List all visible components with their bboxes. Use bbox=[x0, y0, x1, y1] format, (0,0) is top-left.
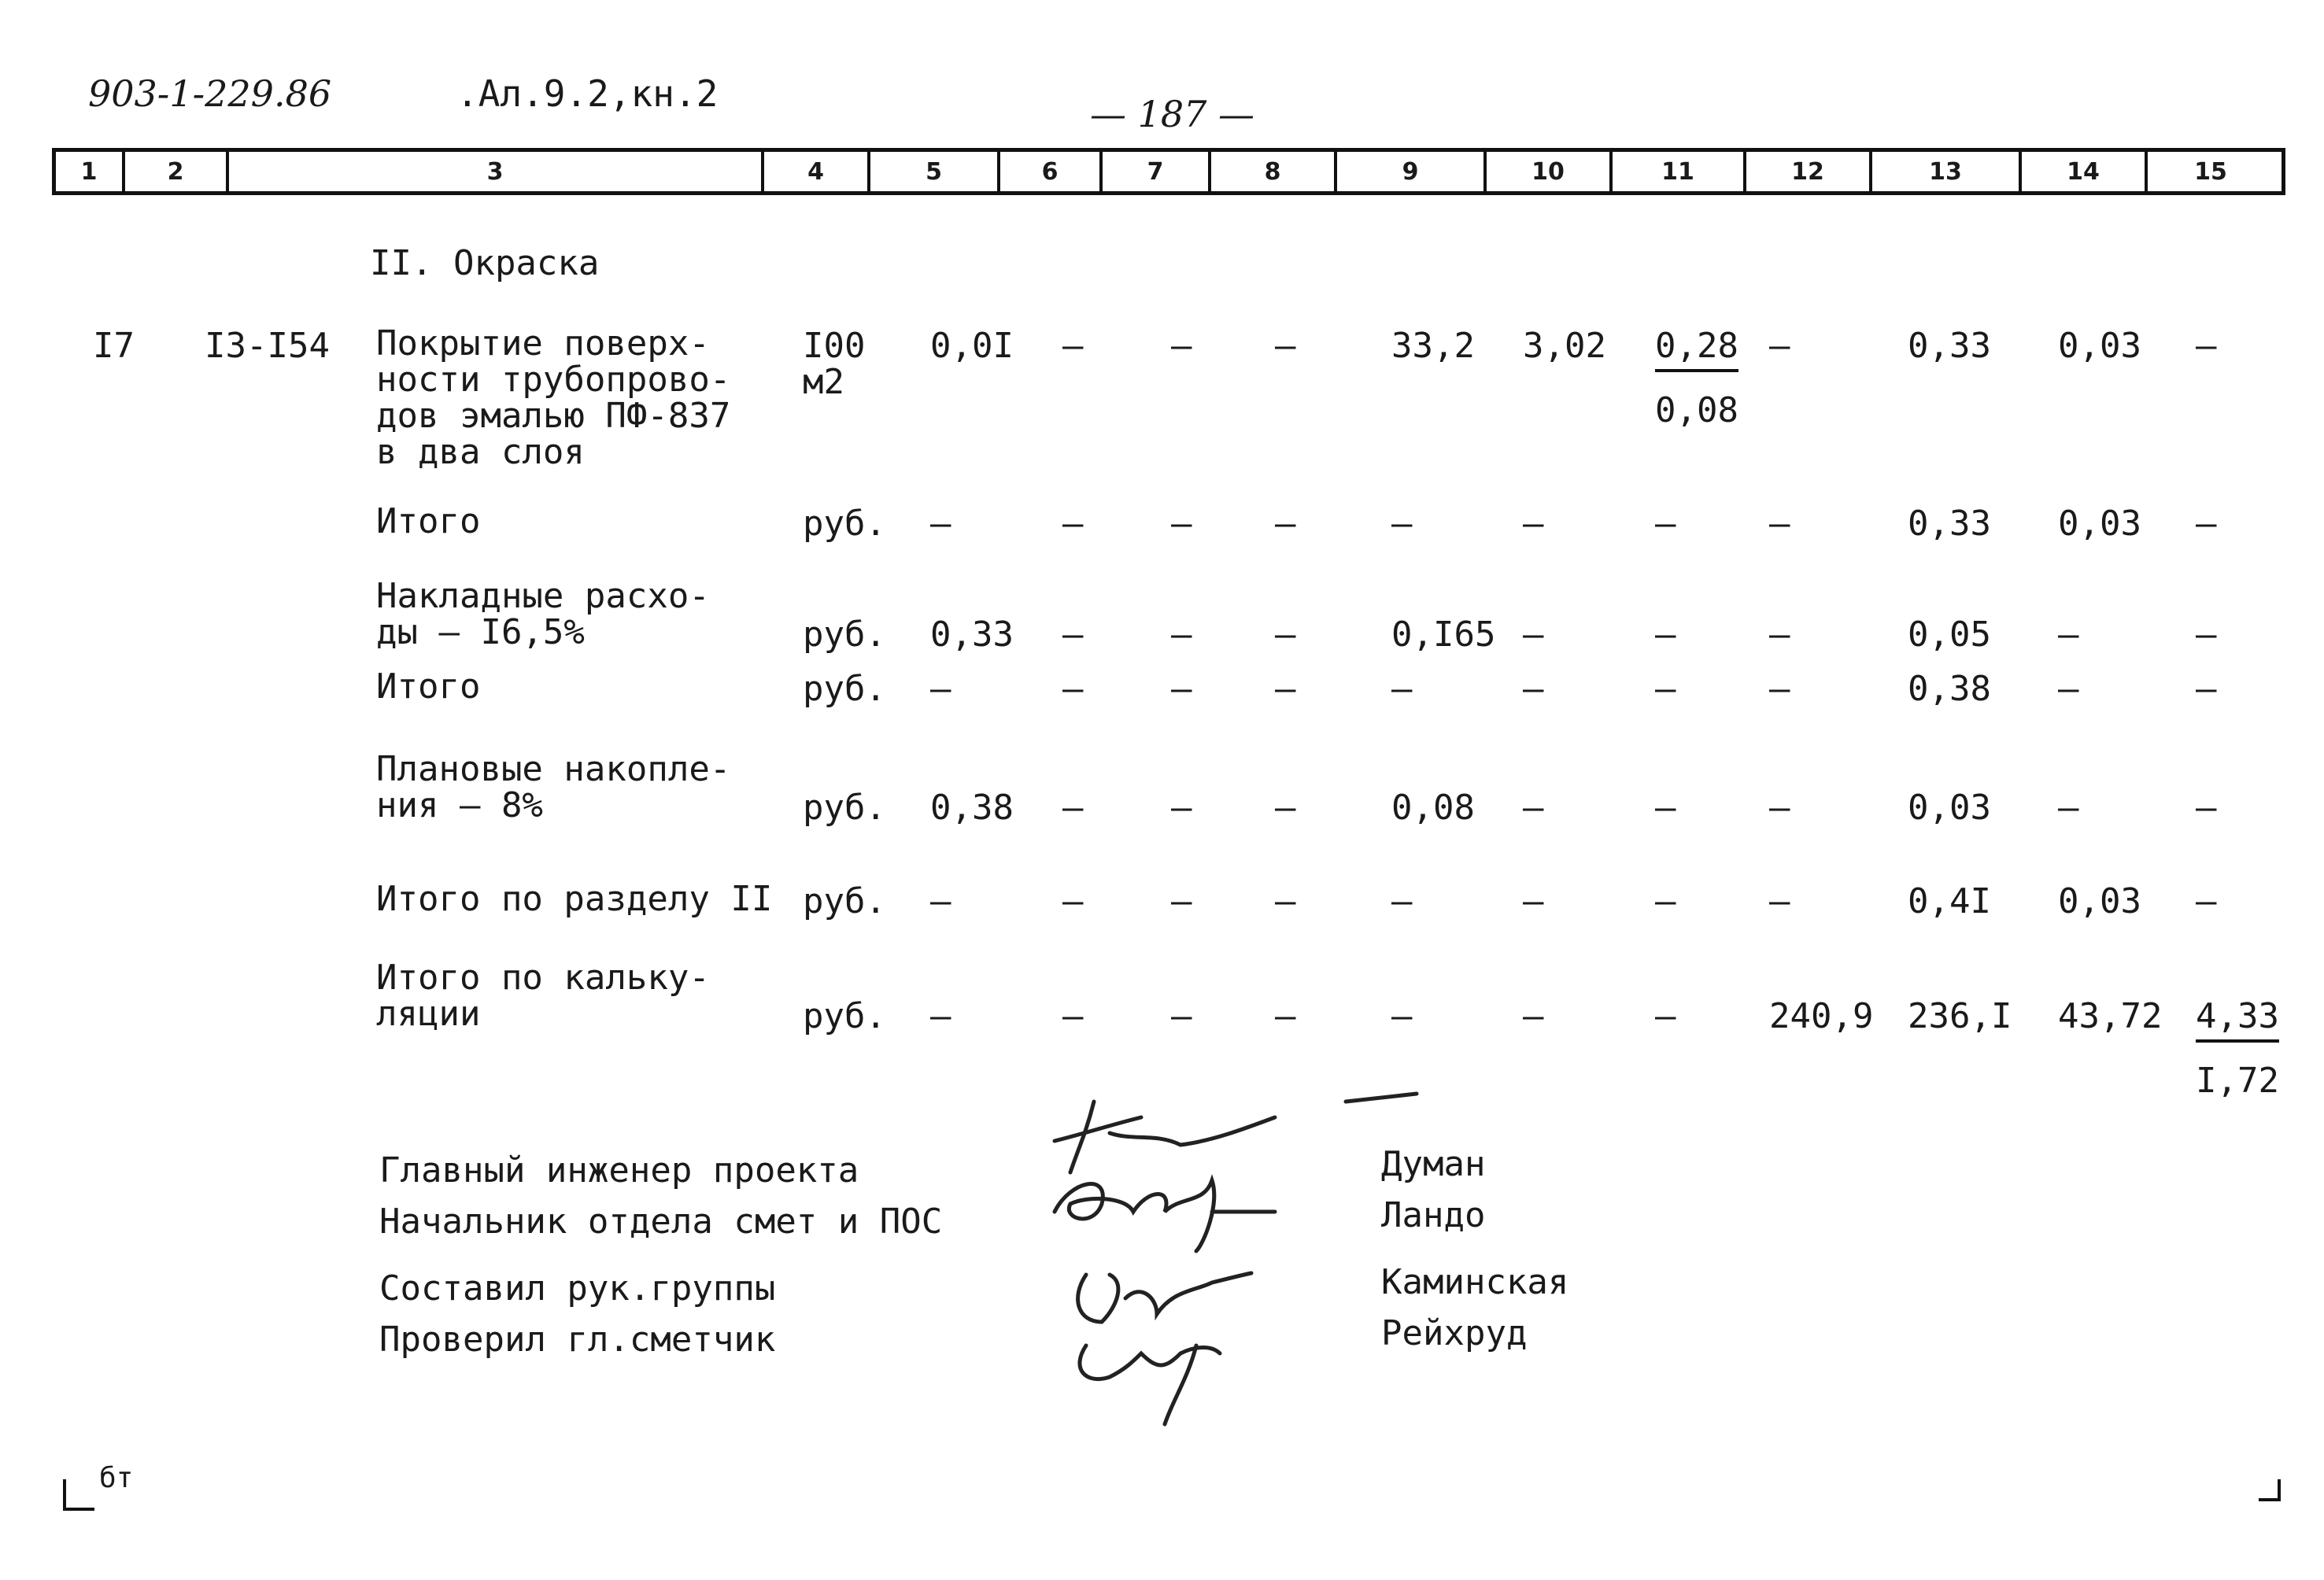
value-cell-col-14: 43,72 bbox=[2058, 996, 2163, 1036]
value-cell-col-9: – bbox=[1391, 881, 1413, 921]
row-description-line: Итого bbox=[376, 666, 481, 707]
column-header-15: 15 bbox=[2194, 157, 2227, 186]
unit-cell: руб. bbox=[803, 504, 886, 544]
value-cell-col-8: – bbox=[1275, 881, 1296, 921]
column-header-10: 10 bbox=[1487, 152, 1613, 191]
value-cell-col-15: – bbox=[2196, 504, 2217, 544]
unit-cell: руб. bbox=[803, 881, 886, 921]
fraction-top-col-11: 0,28 bbox=[1655, 326, 1738, 372]
album-reference: .Ал.9.2,кн.2 bbox=[456, 72, 719, 115]
row-description-line: Итого по кальку- bbox=[376, 958, 710, 998]
column-header-3: 3 bbox=[229, 152, 764, 191]
value-cell-col-13: 0,33 bbox=[1908, 504, 1991, 544]
fraction-top-col-15: 4,33 bbox=[2196, 996, 2279, 1043]
unit-cell: руб. bbox=[803, 615, 886, 655]
fraction-bottom-col-11: 0,08 bbox=[1655, 390, 1738, 430]
value-cell-col-13: 0,03 bbox=[1908, 788, 1991, 828]
row-description-line: дов эмалью ПФ-837 bbox=[376, 396, 731, 436]
value-cell-col-12: – bbox=[1769, 504, 1790, 544]
value-cell-col-13: 236,I bbox=[1908, 996, 2012, 1036]
value-cell-col-11: – bbox=[1655, 996, 1676, 1036]
value-cell-col-5: 0,33 bbox=[930, 615, 1014, 655]
signature-role: Проверил гл.сметчик bbox=[379, 1320, 776, 1360]
value-cell-col-15: – bbox=[2196, 669, 2217, 709]
row-description-line: Покрытие поверх- bbox=[376, 323, 710, 364]
value-cell-col-11: – bbox=[1655, 669, 1676, 709]
value-cell-col-14: 0,03 bbox=[2058, 326, 2141, 366]
row-description-line: ляции bbox=[376, 994, 481, 1034]
value-cell-col-5: 0,38 bbox=[930, 788, 1014, 828]
signature-name: Рейхруд bbox=[1381, 1313, 1528, 1353]
value-cell-col-6: – bbox=[1062, 615, 1084, 655]
value-cell-col-9: 0,I65 bbox=[1391, 615, 1496, 655]
row-number: I7 bbox=[93, 326, 135, 366]
value-cell-col-10: – bbox=[1523, 788, 1544, 828]
column-header-8: 8 bbox=[1211, 152, 1337, 191]
value-cell-col-7: – bbox=[1171, 326, 1192, 366]
column-header-1: 1 bbox=[56, 152, 125, 191]
value-cell-col-12: – bbox=[1769, 881, 1790, 921]
handwritten-signatures bbox=[1039, 1086, 1464, 1432]
value-cell-col-13: 0,4I bbox=[1908, 881, 1991, 921]
value-cell-col-8: – bbox=[1275, 788, 1296, 828]
value-cell-col-14: – bbox=[2058, 615, 2079, 655]
unit-cell: руб. bbox=[803, 669, 886, 709]
value-cell-col-11: – bbox=[1655, 504, 1676, 544]
value-cell-col-6: – bbox=[1062, 996, 1084, 1036]
value-cell-col-14: 0,03 bbox=[2058, 881, 2141, 921]
value-cell-col-10: 3,02 bbox=[1523, 326, 1606, 366]
value-cell-col-7: – bbox=[1171, 504, 1192, 544]
corner-mark-bottom-right bbox=[2259, 1479, 2281, 1501]
column-header-5: 5 bbox=[870, 152, 1000, 191]
value-cell-col-14: – bbox=[2058, 788, 2079, 828]
row-description-line: Итого bbox=[376, 501, 481, 541]
value-cell-col-6: – bbox=[1062, 669, 1084, 709]
row-description-line: Итого по разделу II bbox=[376, 879, 773, 919]
value-cell-col-10: – bbox=[1523, 615, 1544, 655]
unit-cell: м2 bbox=[803, 362, 844, 402]
page-number: — 187 — bbox=[1090, 93, 1255, 135]
value-cell-col-14: 0,03 bbox=[2058, 504, 2141, 544]
value-cell-col-5: – bbox=[930, 669, 951, 709]
value-cell-col-5: – bbox=[930, 504, 951, 544]
signature-name: Каминская bbox=[1381, 1262, 1569, 1302]
value-cell-col-5: 0,0I bbox=[930, 326, 1014, 366]
value-cell-col-11: – bbox=[1655, 881, 1676, 921]
value-cell-col-12: 240,9 bbox=[1769, 996, 1874, 1036]
value-cell-col-9: – bbox=[1391, 996, 1413, 1036]
value-cell-col-8: – bbox=[1275, 504, 1296, 544]
value-cell-col-12: – bbox=[1769, 326, 1790, 366]
column-header-11: 11 bbox=[1613, 152, 1746, 191]
value-cell-col-12: – bbox=[1769, 615, 1790, 655]
value-cell-col-6: – bbox=[1062, 504, 1084, 544]
value-cell-col-7: – bbox=[1171, 996, 1192, 1036]
value-cell-col-13: 0,38 bbox=[1908, 669, 1991, 709]
signature-name: Ландо bbox=[1381, 1195, 1486, 1235]
value-cell-col-9: 0,08 bbox=[1391, 788, 1475, 828]
value-cell-col-13: 0,33 bbox=[1908, 326, 1991, 366]
value-cell-col-6: – bbox=[1062, 881, 1084, 921]
value-cell-col-8: – bbox=[1275, 615, 1296, 655]
column-number-row bbox=[52, 148, 2285, 195]
unit-cell: руб. bbox=[803, 996, 886, 1036]
signature-role: Составил рук.группы bbox=[379, 1268, 776, 1309]
value-cell-col-10: – bbox=[1523, 881, 1544, 921]
value-cell-col-9: 33,2 bbox=[1391, 326, 1475, 366]
column-header-12: 12 bbox=[1746, 152, 1872, 191]
value-cell-col-5: – bbox=[930, 881, 951, 921]
unit-cell: руб. bbox=[803, 788, 886, 828]
value-cell-col-8: – bbox=[1275, 996, 1296, 1036]
value-cell-col-5: – bbox=[930, 996, 951, 1036]
value-cell-col-11: – bbox=[1655, 788, 1676, 828]
value-cell-col-7: – bbox=[1171, 669, 1192, 709]
row-description-line: ния – 8% bbox=[376, 785, 543, 825]
row-description-line: Плановые накопле- bbox=[376, 749, 731, 789]
value-cell-col-11: – bbox=[1655, 615, 1676, 655]
unit-cell: I00 bbox=[803, 326, 866, 366]
fraction-bottom-col-15: I,72 bbox=[2196, 1061, 2279, 1101]
value-cell-col-12: – bbox=[1769, 669, 1790, 709]
value-cell-col-6: – bbox=[1062, 326, 1084, 366]
document-code: 903-1-229.86 bbox=[88, 72, 332, 115]
row-description-line: ности трубопрово- bbox=[376, 360, 731, 400]
signature-role: Начальник отдела смет и ПОС bbox=[379, 1202, 943, 1242]
value-cell-col-13: 0,05 bbox=[1908, 615, 1991, 655]
signature-role: Главный инженер проекта bbox=[379, 1150, 859, 1191]
value-cell-col-9: – bbox=[1391, 669, 1413, 709]
value-cell-col-8: – bbox=[1275, 326, 1296, 366]
value-cell-col-10: – bbox=[1523, 669, 1544, 709]
column-header-13: 13 bbox=[1872, 152, 2022, 191]
signature-name: Думан bbox=[1381, 1144, 1486, 1184]
value-cell-col-15: – bbox=[2196, 881, 2217, 921]
row-description-line: в два слоя bbox=[376, 432, 585, 472]
column-header-7: 7 bbox=[1103, 152, 1211, 191]
value-cell-col-10: – bbox=[1523, 996, 1544, 1036]
column-header-2: 2 bbox=[125, 152, 229, 191]
column-header-9: 9 bbox=[1337, 152, 1487, 191]
value-cell-col-12: – bbox=[1769, 788, 1790, 828]
value-cell-col-10: – bbox=[1523, 504, 1544, 544]
value-cell-col-7: – bbox=[1171, 615, 1192, 655]
footer-mark: бт bbox=[99, 1462, 134, 1494]
corner-mark-bottom-left bbox=[63, 1479, 94, 1511]
value-cell-col-15: – bbox=[2196, 326, 2217, 366]
section-title: II. Окраска bbox=[370, 243, 600, 283]
row-description-line: Накладные расхо- bbox=[376, 576, 710, 616]
value-cell-col-6: – bbox=[1062, 788, 1084, 828]
value-cell-col-15: – bbox=[2196, 788, 2217, 828]
value-cell-col-14: – bbox=[2058, 669, 2079, 709]
value-cell-col-8: – bbox=[1275, 669, 1296, 709]
rate-code: I3-I54 bbox=[205, 326, 330, 366]
row-description-line: ды – I6,5% bbox=[376, 612, 585, 652]
value-cell-col-15: – bbox=[2196, 615, 2217, 655]
value-cell-col-7: – bbox=[1171, 788, 1192, 828]
column-header-14: 14 bbox=[2022, 152, 2148, 191]
column-header-4: 4 bbox=[764, 152, 870, 191]
value-cell-col-9: – bbox=[1391, 504, 1413, 544]
value-cell-col-7: – bbox=[1171, 881, 1192, 921]
column-header-6: 6 bbox=[1000, 152, 1103, 191]
